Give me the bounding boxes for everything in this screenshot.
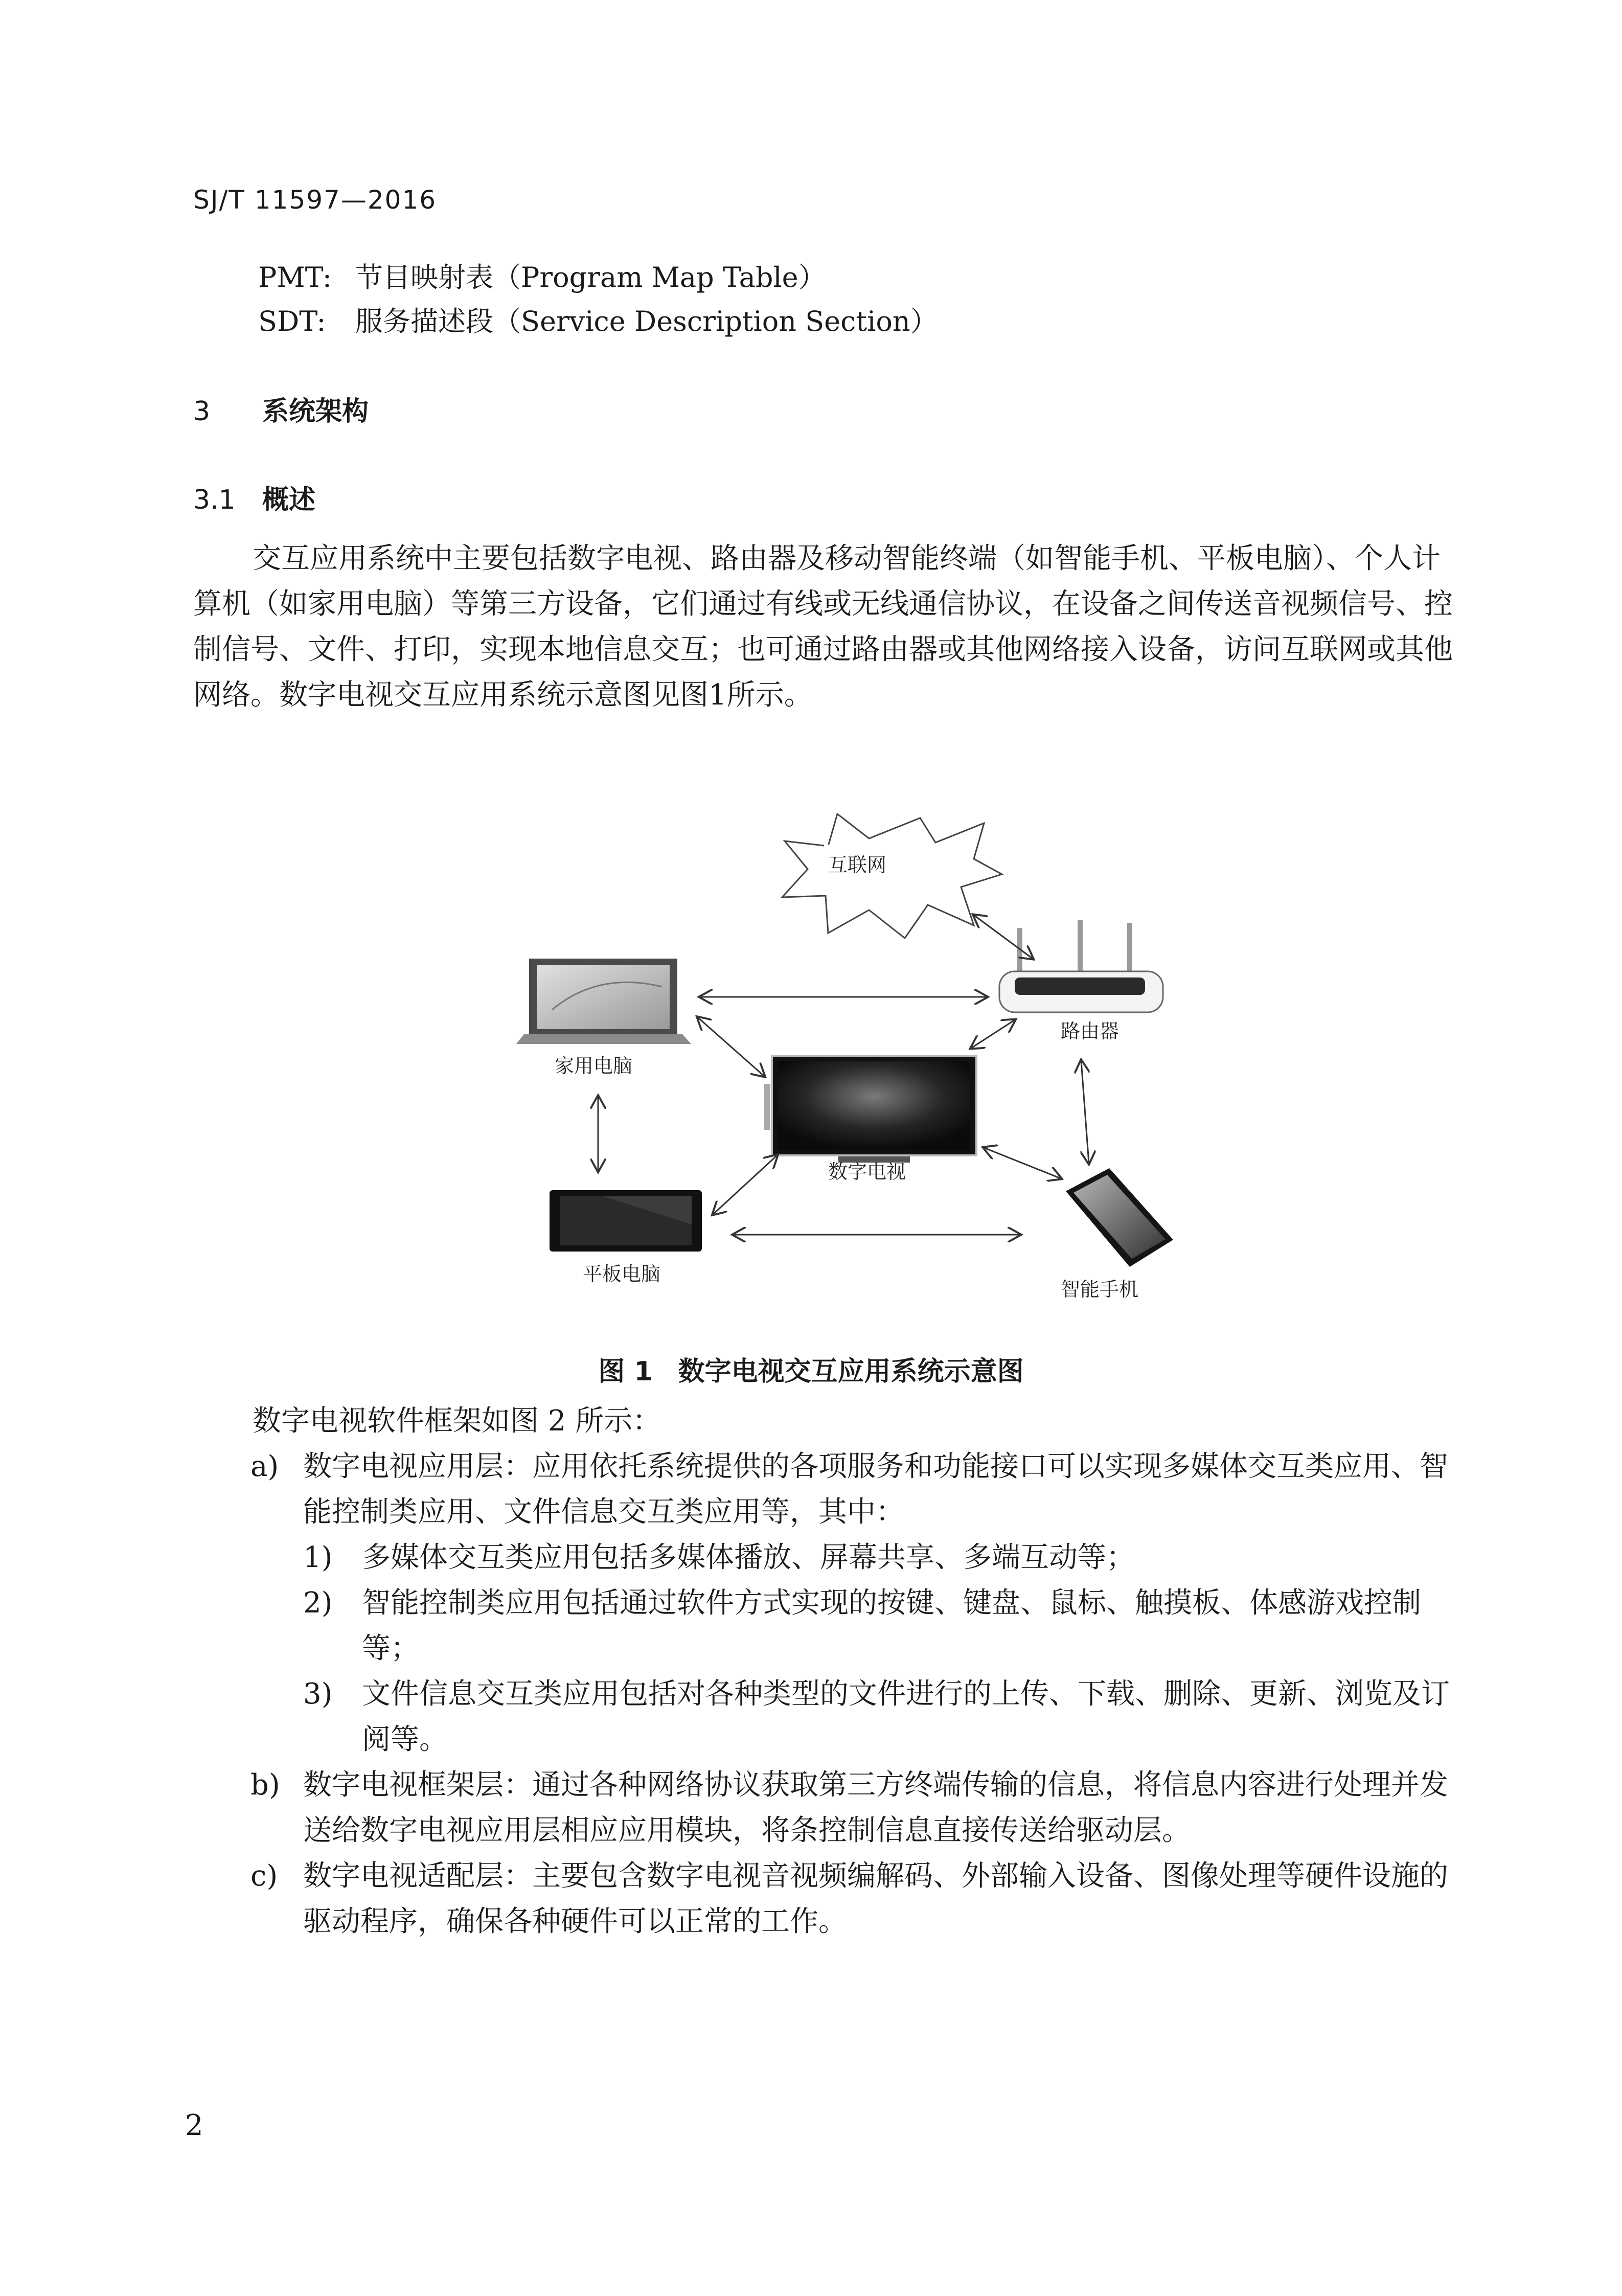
framework-subitem-2 xyxy=(193,1580,1466,1671)
abbreviation-term: PMT: xyxy=(258,261,332,293)
list-item-text: 数字电视应用层：应用依托系统提供的各项服务和功能接口可以实现多媒体交互类应用、智能控制类应用、文件信息交互类应用等，其中： xyxy=(303,1450,1448,1529)
section-3-1-heading xyxy=(193,478,315,516)
laptop-icon xyxy=(516,959,691,1044)
figure-title: 数字电视交互应用系统示意图 xyxy=(678,1356,1024,1387)
list-marker: c) xyxy=(250,1859,278,1893)
list-marker: a) xyxy=(250,1450,279,1483)
figure-number: 图 1 xyxy=(598,1356,653,1387)
framework-item-c xyxy=(193,1853,1466,1944)
home-pc-label: 家用电脑 xyxy=(555,1055,633,1077)
framework-intro: 数字电视软件框架如图 2 所示： xyxy=(253,1404,661,1438)
abbreviation-sdt xyxy=(258,300,938,339)
abbreviation-definition: 服务描述段（Service Description Section） xyxy=(355,305,938,337)
router-icon xyxy=(999,920,1163,1012)
system-diagram xyxy=(0,787,1622,1339)
document-code: SJ/T 11597—2016 xyxy=(193,185,437,215)
abbreviation-definition: 节目映射表（Program Map Table） xyxy=(355,261,826,293)
overview-paragraph xyxy=(193,536,1466,718)
list-marker: 2) xyxy=(303,1586,333,1620)
abbreviation-pmt xyxy=(258,256,826,295)
arrow-tablet-tv xyxy=(713,1155,777,1214)
list-item-text: 数字电视适配层：主要包含数字电视音视频编解码、外部输入设备、图像处理等硬件设施的驱动程序，确保各种硬件可以正常的工作。 xyxy=(303,1859,1448,1938)
router-label: 路由器 xyxy=(1061,1020,1120,1042)
framework-subitem-3 xyxy=(193,1671,1466,1762)
framework-section xyxy=(193,1398,1466,1944)
page-number: 2 xyxy=(185,2109,203,2142)
list-item-text: 文件信息交互类应用包括对各种类型的文件进行的上传、下载、删除、更新、浏览及订阅等。 xyxy=(362,1677,1450,1756)
section-number: 3 xyxy=(193,396,211,427)
arrow-internet-router xyxy=(974,915,1033,959)
internet-icon xyxy=(782,814,1002,938)
framework-item-a xyxy=(193,1444,1466,1535)
internet-label: 互联网 xyxy=(828,854,887,876)
section-title: 系统架构 xyxy=(262,396,369,427)
tv-icon xyxy=(764,1056,976,1163)
list-item-text: 数字电视框架层：通过各种网络协议获取第三方终端传输的信息，将信息内容进行处理并发送给数字电视应用层相应应用模块，将条控制信息直接传送给驱动层。 xyxy=(303,1768,1448,1847)
list-item-text: 智能控制类应用包括通过软件方式实现的按键、键盘、鼠标、触摸板、体感游戏控制等； xyxy=(362,1586,1421,1665)
section-3-heading xyxy=(193,390,369,428)
smartphone-label: 智能手机 xyxy=(1061,1278,1139,1301)
arrow-pc-tv xyxy=(698,1017,764,1076)
framework-item-b xyxy=(193,1762,1466,1853)
smartphone-icon xyxy=(1066,1168,1173,1267)
abbreviation-term: SDT: xyxy=(258,305,326,337)
section-title: 概述 xyxy=(262,485,316,515)
list-marker: 1) xyxy=(303,1541,333,1574)
section-number: 3.1 xyxy=(193,485,236,515)
tablet-icon xyxy=(550,1190,702,1252)
figure-caption xyxy=(0,1350,1622,1388)
overview-text: 交互应用系统中主要包括数字电视、路由器及移动智能终端（如智能手机、平板电脑）、个人计算机（如家用电脑）等第三方设备，它们通过有线或无线通信协议，在设备之间传送音视频信号、控制信号、文件、打印，实现本地信息交互；也可通过路由器或其他网络接入设备，访问互联网或其他网络。数字电视交互应用系统示意图见图1所示。 xyxy=(193,542,1453,712)
tablet-label: 平板电脑 xyxy=(583,1263,661,1285)
arrow-tv-router xyxy=(971,1020,1015,1048)
list-item-text: 多媒体交互类应用包括多媒体播放、屏幕共享、多端互动等； xyxy=(362,1541,1135,1574)
list-marker: b) xyxy=(250,1768,280,1802)
arrow-router-phone xyxy=(1081,1061,1089,1163)
list-marker: 3) xyxy=(303,1677,333,1711)
arrow-tv-phone xyxy=(984,1148,1061,1178)
digital-tv-label: 数字电视 xyxy=(828,1161,906,1183)
framework-subitem-1 xyxy=(193,1535,1466,1580)
